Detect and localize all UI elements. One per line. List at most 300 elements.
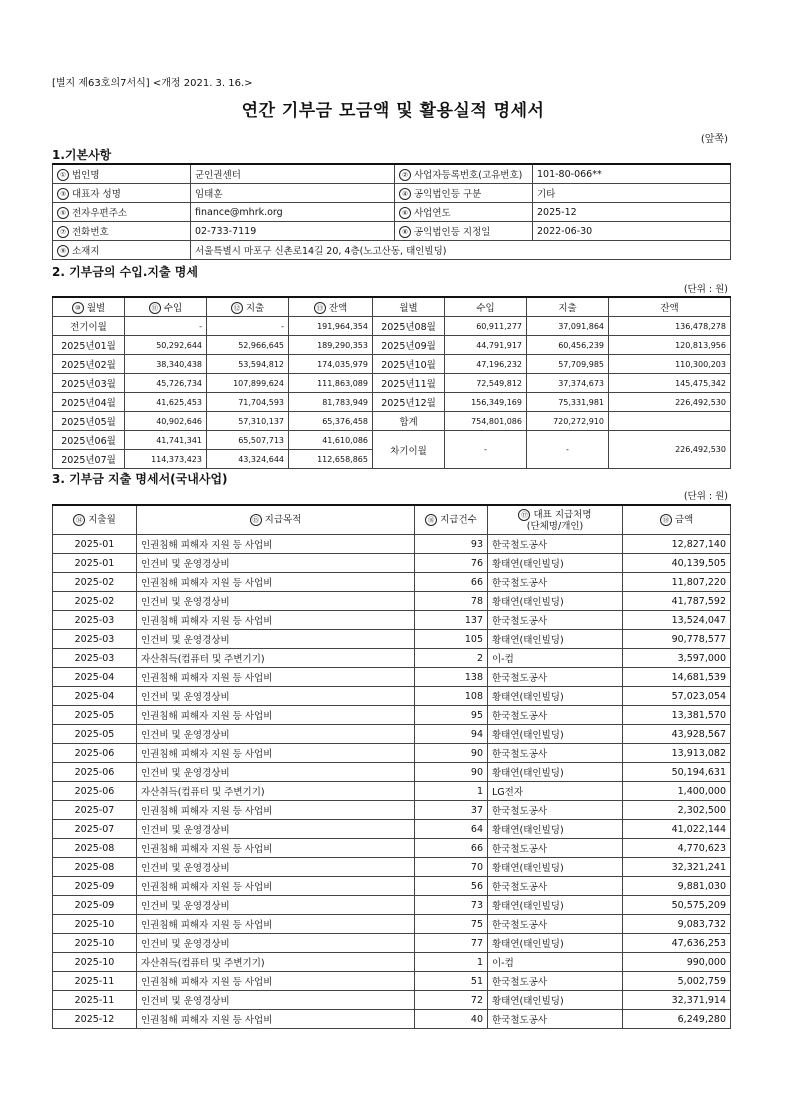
field-number-icon: ② [399, 169, 411, 181]
column-number-icon: ⑮ [250, 514, 262, 526]
balance-header: 지출 [527, 297, 609, 317]
payee-cell: 한국철도공사 [488, 801, 623, 820]
amount-cell: 32,371,914 [623, 991, 731, 1010]
month-cell: 2025-01 [53, 554, 137, 573]
amount-cell: 43,928,567 [623, 725, 731, 744]
field-label [53, 241, 191, 260]
amount-cell: 13,381,570 [623, 706, 731, 725]
month-cell: 2025년07월 [53, 450, 125, 469]
payee-cell: 황태연(태인빌딩) [488, 820, 623, 839]
amount-cell: 47,196,232 [445, 355, 527, 374]
month-cell: 2025-06 [53, 782, 137, 801]
table-row [53, 763, 731, 782]
column-number-icon: ⑩ [72, 302, 84, 314]
amount-cell: 71,704,593 [207, 393, 289, 412]
month-cell: 2025-10 [53, 953, 137, 972]
table-row [53, 972, 731, 991]
balance-row [53, 317, 731, 336]
purpose-cell: 인건비 및 운영경상비 [137, 934, 415, 953]
amount-cell: 37,091,864 [527, 317, 609, 336]
count-cell: 40 [415, 1010, 488, 1029]
table-row [53, 725, 731, 744]
count-cell: 75 [415, 915, 488, 934]
table-row [53, 953, 731, 972]
payee-cell: 한국철도공사 [488, 611, 623, 630]
column-number-icon: ⑱ [660, 514, 672, 526]
balance-header-text: 지출 [245, 302, 265, 314]
amount-cell: 41,787,592 [623, 592, 731, 611]
balance-section-title: 2. 기부금의 수입.지출 명세 [52, 265, 198, 279]
month-cell: 2025-10 [53, 915, 137, 934]
count-cell: 66 [415, 839, 488, 858]
month-cell: 2025-06 [53, 744, 137, 763]
count-cell: 64 [415, 820, 488, 839]
balance-header [125, 297, 207, 317]
basic-section-title: 1.기본사항 [52, 148, 112, 162]
balance-row [53, 374, 731, 393]
count-cell: 105 [415, 630, 488, 649]
field-value: 군인권센터 [191, 164, 395, 184]
amount-cell: 145,475,342 [609, 374, 731, 393]
payee-cell: LG전자 [488, 782, 623, 801]
month-cell: 2025-03 [53, 649, 137, 668]
purpose-cell: 인권침해 피해자 지원 등 사업비 [137, 535, 415, 554]
purpose-cell: 인건비 및 운영경상비 [137, 725, 415, 744]
purpose-cell: 인권침해 피해자 지원 등 사업비 [137, 668, 415, 687]
payee-cell: 황태연(태인빌딩) [488, 991, 623, 1010]
basic-info-table [52, 163, 731, 260]
amount-cell: - [207, 317, 289, 336]
basic-row [53, 222, 731, 241]
purpose-cell: 인건비 및 운영경상비 [137, 991, 415, 1010]
month-cell: 2025-04 [53, 668, 137, 687]
payee-cell: 한국철도공사 [488, 972, 623, 991]
count-cell: 93 [415, 535, 488, 554]
payee-cell: 한국철도공사 [488, 744, 623, 763]
page-side-label: (앞쪽) [700, 134, 728, 145]
amount-cell: 111,863,089 [289, 374, 373, 393]
expense-header [488, 505, 623, 535]
table-row [53, 782, 731, 801]
field-value: 2022-06-30 [533, 222, 731, 241]
field-label [53, 222, 191, 241]
field-label-text: 소재지 [72, 245, 100, 257]
amount-cell: 9,083,732 [623, 915, 731, 934]
amount-cell: 14,681,539 [623, 668, 731, 687]
count-cell: 51 [415, 972, 488, 991]
document-title: 연간 기부금 모금액 및 활용실적 명세서 [241, 101, 545, 121]
table-row [53, 611, 731, 630]
payee-cell: 한국철도공사 [488, 839, 623, 858]
purpose-cell: 인권침해 피해자 지원 등 사업비 [137, 706, 415, 725]
amount-cell: 3,597,000 [623, 649, 731, 668]
form-number: [별지 제63호의7서식] <개정 2021. 3. 16.> [52, 78, 253, 89]
field-number-icon: ① [57, 169, 69, 181]
purpose-cell: 인건비 및 운영경상비 [137, 592, 415, 611]
amount-cell: 41,022,144 [623, 820, 731, 839]
amount-cell: 38,340,438 [125, 355, 207, 374]
payee-cell: 황태연(태인빌딩) [488, 896, 623, 915]
amount-cell: 57,310,137 [207, 412, 289, 431]
amount-cell: 50,292,644 [125, 336, 207, 355]
month-cell: 2025-10 [53, 934, 137, 953]
amount-cell: 13,913,082 [623, 744, 731, 763]
balance-header-text: 수입 [163, 302, 183, 314]
table-row [53, 820, 731, 839]
amount-cell: - [445, 431, 527, 469]
field-value: 기타 [533, 184, 731, 203]
amount-cell: 12,827,140 [623, 535, 731, 554]
month-cell: 2025년08월 [373, 317, 445, 336]
month-cell: 2025년01월 [53, 336, 125, 355]
amount-cell: 120,813,956 [609, 336, 731, 355]
purpose-cell: 인권침해 피해자 지원 등 사업비 [137, 839, 415, 858]
payee-cell: 황태연(태인빌딩) [488, 630, 623, 649]
payee-cell: 한국철도공사 [488, 1010, 623, 1029]
balance-header: 잔액 [609, 297, 731, 317]
amount-cell: 11,807,220 [623, 573, 731, 592]
table-row [53, 1010, 731, 1029]
purpose-cell: 인권침해 피해자 지원 등 사업비 [137, 744, 415, 763]
payee-cell: 황태연(태인빌딩) [488, 858, 623, 877]
amount-cell: 40,902,646 [125, 412, 207, 431]
table-row [53, 744, 731, 763]
field-label-text: 공익법인등 구분 [414, 188, 482, 200]
amount-cell: 2,302,500 [623, 801, 731, 820]
month-cell: 2025-07 [53, 801, 137, 820]
balance-row [53, 393, 731, 412]
month-cell: 2025-02 [53, 573, 137, 592]
count-cell: 70 [415, 858, 488, 877]
amount-cell: 107,899,624 [207, 374, 289, 393]
amount-cell: 52,966,645 [207, 336, 289, 355]
month-cell: 2025년09월 [373, 336, 445, 355]
balance-row [53, 431, 731, 450]
count-cell: 37 [415, 801, 488, 820]
count-cell: 66 [415, 573, 488, 592]
month-cell: 2025-03 [53, 611, 137, 630]
amount-cell: 41,741,341 [125, 431, 207, 450]
month-cell: 2025년02월 [53, 355, 125, 374]
count-cell: 56 [415, 877, 488, 896]
count-cell: 95 [415, 706, 488, 725]
balance-header [289, 297, 373, 317]
purpose-cell: 인건비 및 운영경상비 [137, 820, 415, 839]
field-label-text: 공익법인등 지정일 [414, 226, 491, 238]
amount-cell: 13,524,047 [623, 611, 731, 630]
balance-header [207, 297, 289, 317]
amount-cell: 43,324,644 [207, 450, 289, 469]
table-row [53, 858, 731, 877]
table-row [53, 801, 731, 820]
month-cell: 2025-02 [53, 592, 137, 611]
amount-cell [609, 412, 731, 431]
amount-cell: 40,139,505 [623, 554, 731, 573]
month-cell: 2025-11 [53, 991, 137, 1010]
amount-cell: 9,881,030 [623, 877, 731, 896]
payee-cell: 이-컴 [488, 953, 623, 972]
field-number-icon: ⑦ [57, 226, 69, 238]
balance-header: 수입 [445, 297, 527, 317]
column-number-icon: ⑰ [518, 509, 530, 521]
amount-cell: 110,300,203 [609, 355, 731, 374]
month-cell: 2025-01 [53, 535, 137, 554]
basic-row [53, 184, 731, 203]
expense-section-title: 3. 기부금 지출 명세서(국내사업) [52, 472, 228, 486]
month-cell: 합계 [373, 412, 445, 431]
balance-table [52, 296, 731, 469]
field-label [395, 164, 533, 184]
amount-cell: 50,575,209 [623, 896, 731, 915]
carry-label: 차기이월 [373, 431, 445, 469]
field-label [53, 164, 191, 184]
amount-cell: 189,290,353 [289, 336, 373, 355]
month-cell: 2025-06 [53, 763, 137, 782]
table-row [53, 934, 731, 953]
field-label-text: 사업자등록번호(고유번호) [414, 169, 523, 181]
count-cell: 78 [415, 592, 488, 611]
count-cell: 73 [415, 896, 488, 915]
purpose-cell: 인건비 및 운영경상비 [137, 554, 415, 573]
payee-cell: 한국철도공사 [488, 535, 623, 554]
amount-cell: 114,373,423 [125, 450, 207, 469]
expense-header [623, 505, 731, 535]
table-row [53, 668, 731, 687]
field-value: 02-733-7119 [191, 222, 395, 241]
balance-row [53, 412, 731, 431]
count-cell: 2 [415, 649, 488, 668]
amount-cell: 81,783,949 [289, 393, 373, 412]
payee-cell: 황태연(태인빌딩) [488, 554, 623, 573]
table-row [53, 649, 731, 668]
field-number-icon: ④ [399, 188, 411, 200]
purpose-cell: 인건비 및 운영경상비 [137, 763, 415, 782]
amount-cell: 112,658,865 [289, 450, 373, 469]
count-cell: 90 [415, 763, 488, 782]
column-number-icon: ⑯ [425, 514, 437, 526]
table-row [53, 991, 731, 1010]
amount-cell: 60,911,277 [445, 317, 527, 336]
field-label-text: 사업연도 [414, 207, 451, 219]
purpose-cell: 자산취득(컴퓨터 및 주변기기) [137, 782, 415, 801]
field-label-text: 법인명 [72, 169, 100, 181]
count-cell: 72 [415, 991, 488, 1010]
month-cell: 2025-03 [53, 630, 137, 649]
table-row [53, 877, 731, 896]
column-number-icon: ⑪ [149, 302, 161, 314]
month-cell: 전기이월 [53, 317, 125, 336]
month-cell: 2025년10월 [373, 355, 445, 374]
basic-row [53, 203, 731, 222]
amount-cell: 75,331,981 [527, 393, 609, 412]
amount-cell: 1,400,000 [623, 782, 731, 801]
month-cell: 2025-05 [53, 725, 137, 744]
address-value: 서울특별시 마포구 신촌로14길 20, 4층(노고산동, 태인빌딩) [191, 241, 731, 260]
expense-table [52, 504, 731, 1029]
purpose-cell: 자산취득(컴퓨터 및 주변기기) [137, 953, 415, 972]
count-cell: 1 [415, 953, 488, 972]
amount-cell: 226,492,530 [609, 393, 731, 412]
amount-cell: 47,636,253 [623, 934, 731, 953]
column-number-icon: ⑫ [231, 302, 243, 314]
expense-header [53, 505, 137, 535]
amount-cell: 191,964,354 [289, 317, 373, 336]
expense-header-text: 지급건수 [440, 514, 477, 526]
balance-header-row [53, 297, 731, 317]
table-row [53, 706, 731, 725]
amount-cell: 37,374,673 [527, 374, 609, 393]
month-cell: 2025년04월 [53, 393, 125, 412]
payee-cell: 한국철도공사 [488, 877, 623, 896]
count-cell: 1 [415, 782, 488, 801]
count-cell: 90 [415, 744, 488, 763]
table-row [53, 839, 731, 858]
amount-cell: 57,023,054 [623, 687, 731, 706]
count-cell: 108 [415, 687, 488, 706]
count-cell: 76 [415, 554, 488, 573]
basic-row [53, 241, 731, 260]
table-row [53, 630, 731, 649]
amount-cell: - [527, 431, 609, 469]
month-cell: 2025-12 [53, 1010, 137, 1029]
field-number-icon: ⑥ [399, 207, 411, 219]
table-row [53, 573, 731, 592]
count-cell: 137 [415, 611, 488, 630]
purpose-cell: 인권침해 피해자 지원 등 사업비 [137, 801, 415, 820]
field-number-icon: ③ [57, 188, 69, 200]
purpose-cell: 인건비 및 운영경상비 [137, 896, 415, 915]
month-cell: 2025-09 [53, 896, 137, 915]
field-label [53, 203, 191, 222]
basic-row [53, 164, 731, 184]
month-cell: 2025-08 [53, 858, 137, 877]
field-number-icon: ⑧ [399, 226, 411, 238]
amount-cell: 4,770,623 [623, 839, 731, 858]
table-row [53, 915, 731, 934]
column-number-icon: ⑭ [73, 514, 85, 526]
purpose-cell: 인건비 및 운영경상비 [137, 630, 415, 649]
month-cell: 2025년11월 [373, 374, 445, 393]
table-row [53, 535, 731, 554]
count-cell: 138 [415, 668, 488, 687]
amount-cell: 65,507,713 [207, 431, 289, 450]
field-label [53, 184, 191, 203]
purpose-cell: 인권침해 피해자 지원 등 사업비 [137, 972, 415, 991]
balance-row [53, 336, 731, 355]
table-row [53, 896, 731, 915]
month-cell: 2025-09 [53, 877, 137, 896]
balance-header [53, 297, 125, 317]
expense-header [137, 505, 415, 535]
table-row [53, 592, 731, 611]
amount-cell: 45,726,734 [125, 374, 207, 393]
amount-cell: 720,272,910 [527, 412, 609, 431]
payee-cell: 이-컴 [488, 649, 623, 668]
expense-header-subtext: (단체명/개인) [526, 520, 584, 532]
field-label-text: 전자우편주소 [72, 207, 128, 219]
expense-header-row [53, 505, 731, 535]
expense-header [415, 505, 488, 535]
month-cell: 2025-04 [53, 687, 137, 706]
amount-cell: 90,778,577 [623, 630, 731, 649]
payee-cell: 한국철도공사 [488, 706, 623, 725]
amount-cell: 41,610,086 [289, 431, 373, 450]
field-label-text: 대표자 성명 [72, 188, 121, 200]
expense-header-text: 금액 [674, 514, 694, 526]
field-value: finance@mhrk.org [191, 203, 395, 222]
purpose-cell: 인권침해 피해자 지원 등 사업비 [137, 915, 415, 934]
balance-header-text: 잔액 [328, 302, 348, 314]
purpose-cell: 인권침해 피해자 지원 등 사업비 [137, 573, 415, 592]
expense-header-text: 대표 지급처명 [533, 509, 592, 520]
field-label-text: 전화번호 [72, 226, 109, 238]
amount-cell: 72,549,812 [445, 374, 527, 393]
purpose-cell: 인권침해 피해자 지원 등 사업비 [137, 611, 415, 630]
balance-unit: (단위 : 원) [683, 284, 728, 295]
amount-cell: 32,321,241 [623, 858, 731, 877]
month-cell: 2025년12월 [373, 393, 445, 412]
month-cell: 2025년05월 [53, 412, 125, 431]
count-cell: 94 [415, 725, 488, 744]
amount-cell: 156,349,169 [445, 393, 527, 412]
amount-cell: - [125, 317, 207, 336]
field-number-icon: ⑤ [57, 207, 69, 219]
purpose-cell: 인권침해 피해자 지원 등 사업비 [137, 1010, 415, 1029]
balance-header-text: 월별 [86, 302, 106, 314]
month-cell: 2025-07 [53, 820, 137, 839]
amount-cell: 990,000 [623, 953, 731, 972]
purpose-cell: 인건비 및 운영경상비 [137, 858, 415, 877]
payee-cell: 황태연(태인빌딩) [488, 934, 623, 953]
expense-header-text: 지급목적 [264, 514, 302, 526]
table-row [53, 554, 731, 573]
amount-cell: 50,194,631 [623, 763, 731, 782]
field-label [395, 222, 533, 241]
column-number-icon: ⑬ [314, 302, 326, 314]
month-cell: 2025년03월 [53, 374, 125, 393]
month-cell: 2025-05 [53, 706, 137, 725]
field-label [395, 203, 533, 222]
amount-cell: 5,002,759 [623, 972, 731, 991]
payee-cell: 한국철도공사 [488, 668, 623, 687]
expense-unit: (단위 : 원) [683, 491, 728, 502]
field-value: 임태훈 [191, 184, 395, 203]
payee-cell: 황태연(태인빌딩) [488, 687, 623, 706]
amount-cell: 174,035,979 [289, 355, 373, 374]
amount-cell: 226,492,530 [609, 431, 731, 469]
month-cell: 2025년06월 [53, 431, 125, 450]
field-value: 101-80-066** [533, 164, 731, 184]
month-cell: 2025-11 [53, 972, 137, 991]
purpose-cell: 자산취득(컴퓨터 및 주변기기) [137, 649, 415, 668]
payee-cell: 한국철도공사 [488, 573, 623, 592]
payee-cell: 황태연(태인빌딩) [488, 725, 623, 744]
balance-header: 월별 [373, 297, 445, 317]
amount-cell: 44,791,917 [445, 336, 527, 355]
amount-cell: 53,594,812 [207, 355, 289, 374]
amount-cell: 6,249,280 [623, 1010, 731, 1029]
balance-row [53, 355, 731, 374]
expense-header-text: 지출월 [88, 514, 116, 526]
field-number-icon: ⑨ [57, 245, 69, 257]
amount-cell: 136,478,278 [609, 317, 731, 336]
amount-cell: 41,625,453 [125, 393, 207, 412]
amount-cell: 754,801,086 [445, 412, 527, 431]
amount-cell: 60,456,239 [527, 336, 609, 355]
amount-cell: 57,709,985 [527, 355, 609, 374]
purpose-cell: 인건비 및 운영경상비 [137, 687, 415, 706]
count-cell: 77 [415, 934, 488, 953]
